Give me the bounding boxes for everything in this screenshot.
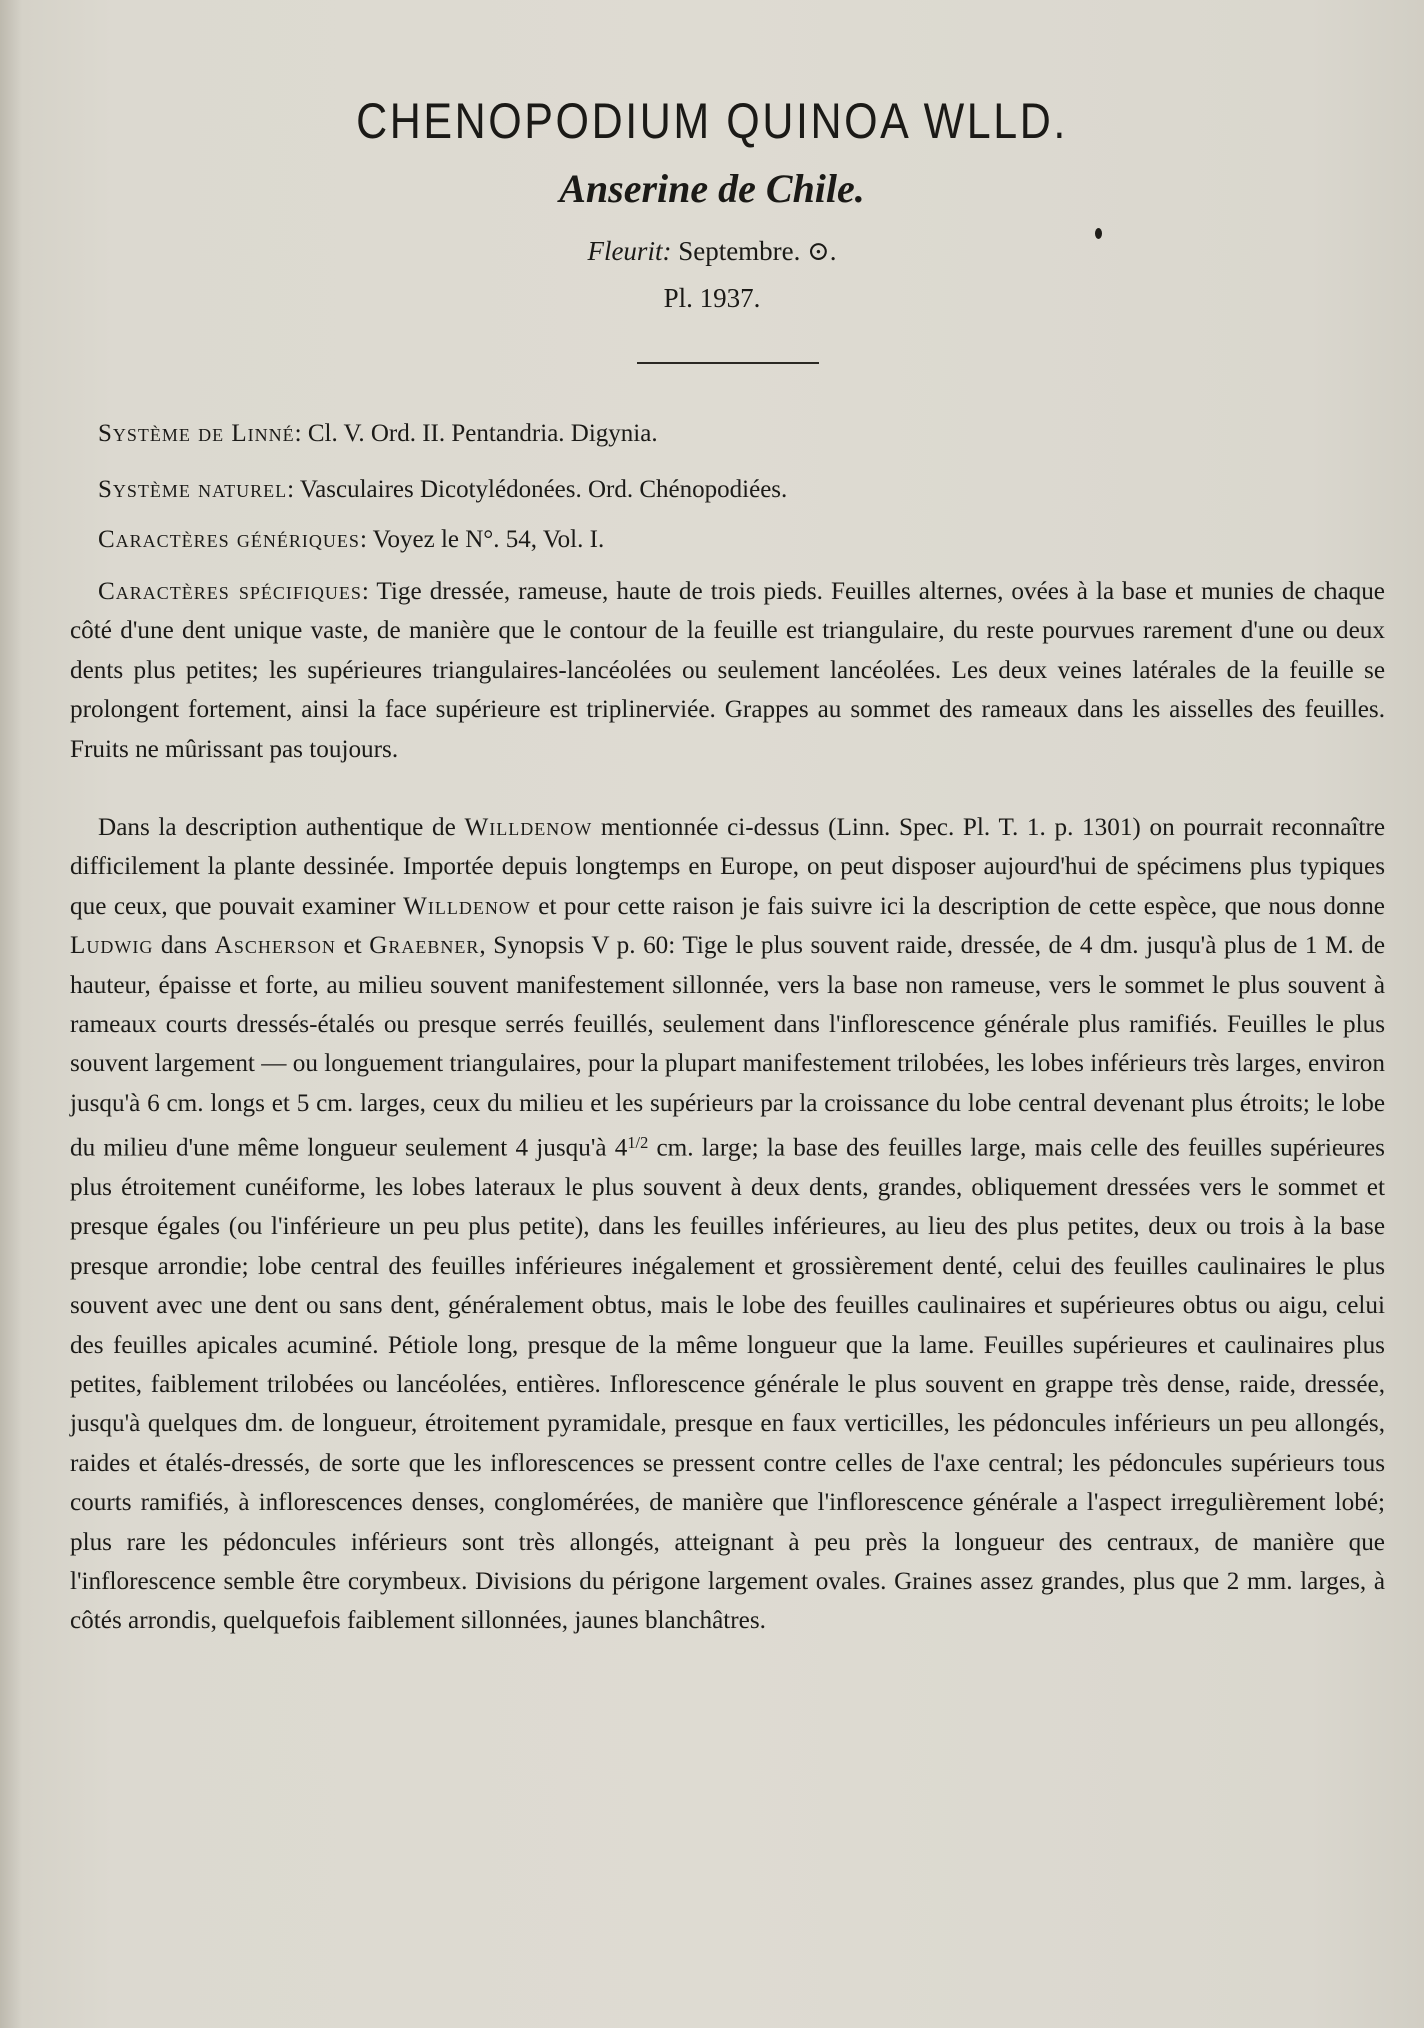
description-text: , Synopsis V p. 60: Tige le plus souvent raide, dressée, de 4 dm. jusqu'à plus de 1 M. de hauteur, épaisse et forte, au milieu souvent manifestement sillonnée, vers la base non rameuse, vers le sommet le plus souvent à rameaux courts dressés-étalés ou presque serrés feuillés, seulement dans l'inflorescence générale plus ramifiés. Feuilles le plus souvent largement — ou longuement triangulaires, pour la plupart manifestement trilobées, les lobes inférieurs très larges, environ jusqu'à 6 cm. longs et 5 cm. larges, ceux du milieu et les supérieurs par la croissance du lobe central devenant plus étroits; le lobe du milieu d'une même longueur seulement 4 jusqu'à [70, 932, 1385, 1162]
description-text: et [335, 932, 370, 960]
linne-system-line [98, 420, 658, 448]
common-name: Anserine de Chile. [559, 166, 865, 211]
linne-system-label: Système de Linné [98, 420, 295, 447]
flowering-value: Septembre. ⊙. [678, 236, 837, 266]
author-name: Graebner [369, 932, 480, 960]
generic-characters-value: : Voyez le N°. 54, Vol. I. [359, 526, 605, 553]
author-name: Willdenow [403, 892, 531, 920]
author-name: Willdenow [464, 814, 593, 841]
flowering-line [0, 236, 1424, 267]
generic-characters-label: Caractères génériques [98, 526, 360, 553]
description-block [70, 808, 1385, 1641]
natural-system-value: : Vasculaires Dicotylédonées. Ord. Chénopodiées. [287, 476, 788, 503]
author-name: Ascherson [214, 932, 336, 960]
ink-speck [1095, 228, 1102, 239]
specific-characters-label: Caractères spécifiques [98, 578, 362, 605]
specific-characters [70, 572, 1385, 769]
title-divider [637, 362, 819, 364]
description-text: cm. large; la base des feuilles large, mais celle des feuilles supérieures plus étroitement cunéiforme, les lobes lateraux le plus souvent à deux dents, grandes, obliquement dressées vers le sommet et presque égales (ou l'inférieure un peu plus petite), dans les feuilles inférieures, au lieu des plus petites, deux ou trois à la base presque arrondie; lobe central des feuilles inférieures inégalement et grossièrement denté, celui des feuilles caulinaires le plus souvent avec une dent ou sans dent, généralement obtus, mais le lobe des feuilles caulinaires et supérieures obtus ou aigu, celui des feuilles apicales acuminé. Pétiole long, presque de la même longueur que la lame. Feuilles supérieures et caulinaires plus petites, faiblement trilobées ou lancéolées, entières. Inflorescence générale le plus souvent en grappe très dense, raide, dressée, jusqu'à quelques dm. de longueur, étroitement pyramidale, presque en faux verticilles, les pédoncules inférieurs un peu allongés, raides et étalés-dressés, de sorte que les inflorescences se pressent contre celles de l'axe central; les pédoncules supérieurs tous courts ramifiés, à inflorescences denses, conglomérées, de manière que l'inflorescence générale a l'aspect irregulièrement lobé; plus rare les pédoncules inférieurs sont très allongés, atteignant à peu près la longueur des centraux, de manière que l'inflorescence semble être corymbeux. Divisions du périgone largement ovales. Graines assez grandes, plus que 2 mm. larges, à côtés arrondis, quelquefois faiblement sillonnées, jaunes blanchâtres. [70, 1134, 1385, 1635]
flowering-label: Fleurit: [587, 236, 672, 266]
linne-system-value: : Cl. V. Ord. II. Pentandria. Digynia. [294, 420, 658, 447]
description-text: dans [153, 932, 215, 960]
specific-characters-paragraph [70, 572, 1385, 769]
fraction-whole: 4 [614, 1134, 628, 1162]
natural-system-line [98, 476, 787, 504]
description-text: et pour cette raison je fais suivre ici la description de cette espèce, que nous donne [530, 892, 1385, 920]
plate-number: Pl. 1937. [663, 283, 761, 313]
specific-characters-text: : Tige dressée, rameuse, haute de trois pieds. Feuilles alternes, ovées à la base et munies de chaque côté d'une dent unique vaste, de manière que le contour de la feuille est triangulaire, du reste pourvues rarement d'une ou deux dents plus petites; les supérieures triangulaires-lancéolées ou seulement lancéolées. Les deux veines latérales de la feuille se prolongent fortement, ainsi la face supérieure est triplinerviée. Grappes au sommet des rameaux dans les aisselles des feuilles. Fruits ne mûrissant pas toujours. [70, 578, 1385, 763]
species-title: CHENOPODIUM QUINOA WLLD. [356, 93, 1068, 149]
description-text: mentionnée ci-dessus (Linn. Spec. Pl. T. 1. p. 1301) on pourrait reconnaître difficilement la plante dessinée. Importée depuis longtemps en Europe, on peut disposer aujourd'hui de spécimens plus typiques que ceux, que pouvait examiner [70, 814, 1385, 920]
author-name: Ludwig [70, 932, 154, 960]
fraction-part: 1/2 [627, 1133, 649, 1153]
description-text: Dans la description authentique de [98, 814, 465, 841]
description-paragraph [70, 808, 1385, 1641]
generic-characters-line [98, 526, 604, 554]
natural-system-label: Système naturel [98, 476, 288, 503]
